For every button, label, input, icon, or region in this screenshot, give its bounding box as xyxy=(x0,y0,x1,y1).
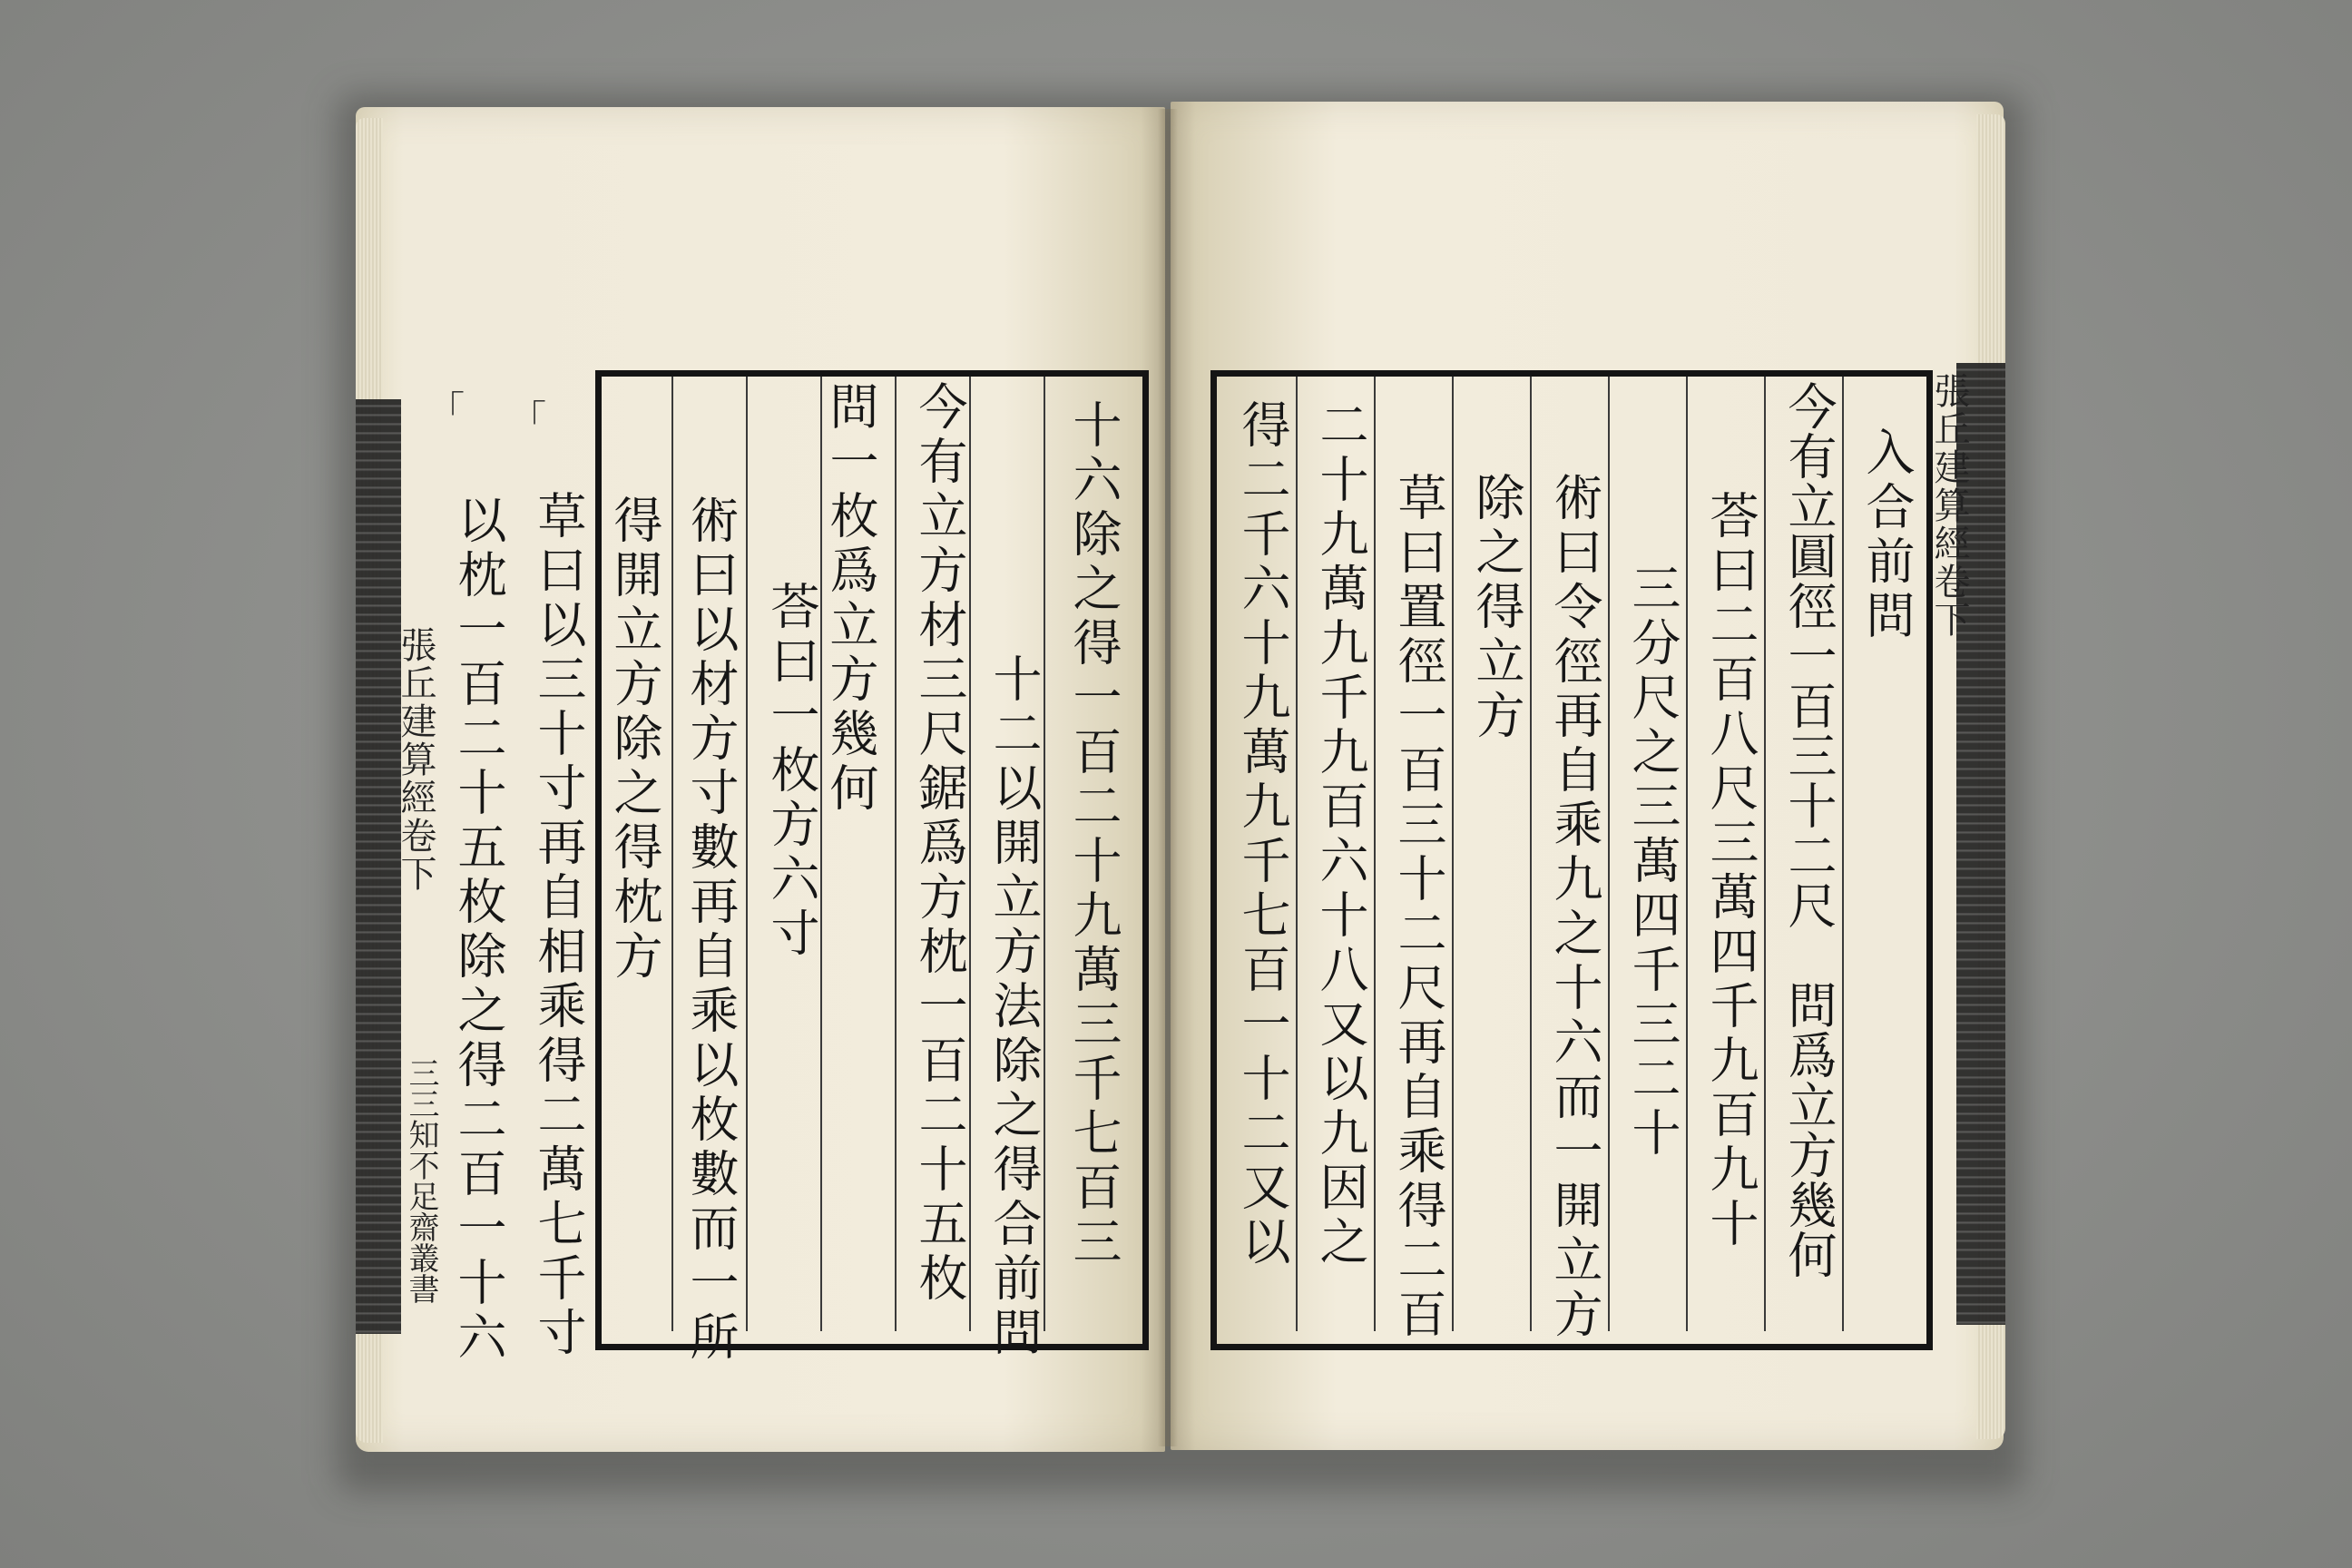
left-column-4: 問一枚爲立方幾何 xyxy=(822,381,879,817)
column-rule xyxy=(1686,377,1688,1331)
column-rule xyxy=(1842,377,1844,1331)
block-marker: 「 xyxy=(428,389,465,431)
left-column-2: 十二以開立方法除之得合前問 xyxy=(985,653,1043,1361)
right-column-1: 入合前問 xyxy=(1858,426,1916,644)
block-marker: 「 xyxy=(510,398,546,440)
right-column-4: 三分尺之三萬四千三二十 xyxy=(1624,563,1681,1161)
right-column-8: 二十九萬九千九百六十八又以九因之 xyxy=(1312,399,1369,1270)
left-column-5: 荅曰一枚方六寸 xyxy=(763,581,820,962)
right-column-5: 術曰令徑再自乘九之十六而一開立方 xyxy=(1546,472,1603,1343)
right-column-3: 荅曰二百八尺三萬四千九百九十 xyxy=(1702,490,1759,1252)
left-column-6: 術曰以材方寸數再自乘以枚數而一所 xyxy=(682,495,740,1366)
left-column-1: 十六除之得一百二十九萬三千七百三 xyxy=(1065,399,1122,1270)
left-column-8: 草曰以三十寸再自相乘得二萬七千寸 xyxy=(530,490,587,1361)
book-gutter xyxy=(1158,109,1178,1446)
right-column-9: 得二千六十九萬九千七百一十二又以 xyxy=(1234,399,1291,1270)
right-margin-title: 張丘建算經卷下 xyxy=(1928,372,1970,639)
right-column-7: 草曰置徑一百三十二尺再自乘得二百 xyxy=(1390,472,1447,1343)
left-column-7: 得開立方除之得枕方 xyxy=(606,495,663,985)
left-margin-title: 張丘建算經卷下 xyxy=(395,626,436,893)
column-rule xyxy=(1608,377,1610,1331)
column-rule xyxy=(1374,377,1376,1331)
column-rule xyxy=(1452,377,1454,1331)
column-rule xyxy=(1530,377,1532,1331)
left-column-9: 以枕一百二十五枚除之得二百一十六 xyxy=(450,495,507,1366)
left-margin-footer: 三三知不足齋叢書 xyxy=(403,1057,439,1304)
left-column-3: 今有立方材三尺鋸爲方枕一百二十五枚 xyxy=(911,381,968,1307)
column-rule xyxy=(746,377,748,1331)
column-rule xyxy=(671,377,673,1331)
right-column-2: 今有立圓徑一百三十二尺 問爲立方幾何 xyxy=(1780,381,1838,1279)
column-rule xyxy=(1764,377,1766,1331)
column-rule xyxy=(1296,377,1298,1331)
right-column-6: 除之得立方 xyxy=(1468,472,1525,744)
column-rule xyxy=(895,377,897,1331)
